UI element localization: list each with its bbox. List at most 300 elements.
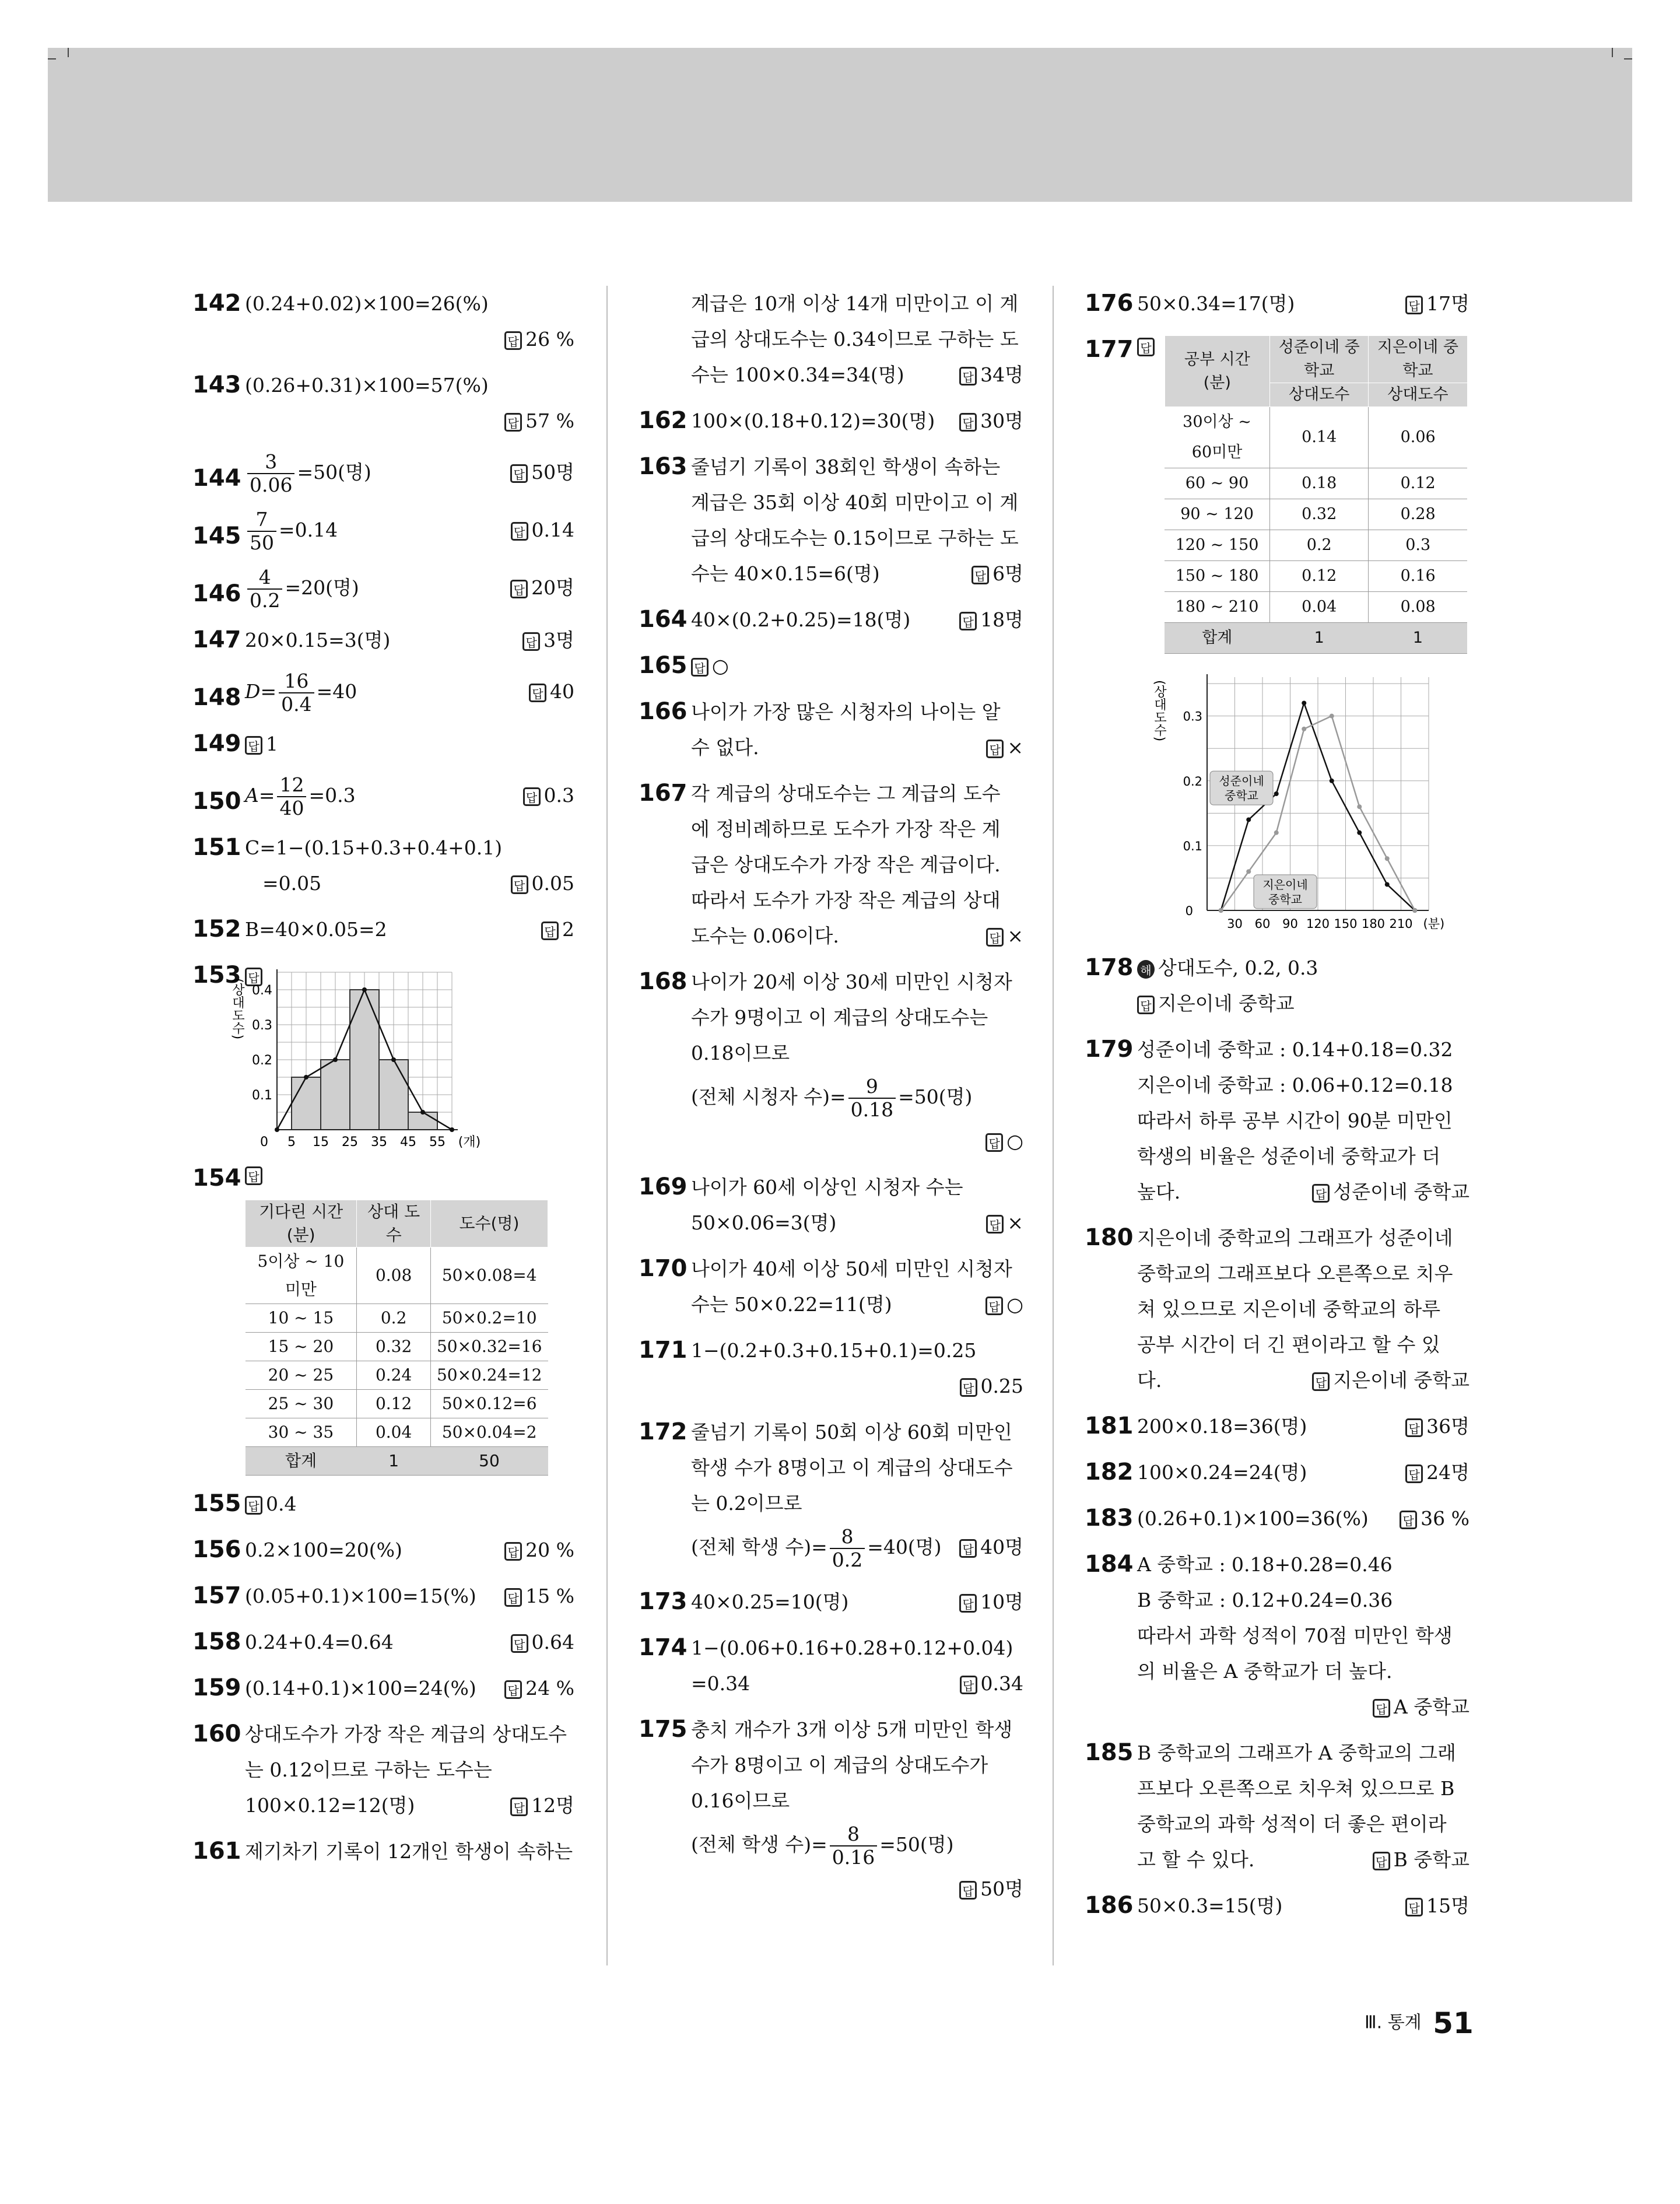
table-row	[1165, 407, 1467, 468]
column-1	[192, 286, 574, 1880]
problem-149	[192, 726, 574, 762]
answer-icon: 답	[529, 684, 546, 702]
answer: ×	[1007, 924, 1023, 947]
problem-number: 178	[1085, 954, 1134, 981]
y-tick-label: 0.3	[1183, 709, 1202, 724]
answer: 15 %	[525, 1585, 574, 1607]
table-total-row	[1165, 623, 1467, 654]
answer: 40	[550, 680, 574, 703]
solution-text: 40×0.25=10(명)	[691, 1590, 849, 1613]
solution-text: 0.18이므로	[691, 1042, 790, 1064]
problem-number: 148	[192, 684, 241, 711]
solution-text: 성준이네 중학교 : 0.14+0.18=0.32	[1137, 1038, 1453, 1061]
fraction	[830, 1823, 877, 1869]
answer-icon: 답	[523, 787, 541, 806]
x-tick-label: 60	[1254, 917, 1271, 931]
numerator: 4	[247, 566, 282, 590]
polygon-point	[333, 1057, 338, 1062]
solution-text: 프보다 오른쪽으로 치우쳐 있으므로 B	[1137, 1777, 1455, 1800]
problem-161	[192, 1834, 574, 1869]
problem-number: 144	[192, 465, 241, 492]
numerator: 8	[830, 1823, 877, 1846]
answer: 0.25	[980, 1375, 1023, 1397]
problem-number: 163	[639, 453, 688, 480]
answer-icon: 답	[1405, 1898, 1423, 1916]
problem-144	[192, 449, 574, 496]
solution-text: =40	[316, 680, 357, 703]
series-point-2	[1274, 831, 1279, 835]
series-point-1	[1274, 791, 1279, 796]
numerator: 8	[830, 1526, 865, 1549]
answer: 0.34	[980, 1672, 1023, 1695]
problem-165	[639, 648, 1023, 684]
problem-number: 155	[192, 1490, 241, 1517]
solution-text: =40(명)	[867, 1536, 942, 1558]
answer-icon: 답	[245, 736, 262, 755]
solution-text: 지은이네 중학교 : 0.06+0.12=0.18	[1137, 1074, 1453, 1096]
answer-icon: 답	[511, 522, 528, 541]
answer-icon: 답	[971, 566, 989, 584]
table-cell: 1	[357, 1447, 431, 1476]
solution-text: 중학교의 과학 성적이 더 좋은 편이라	[1137, 1813, 1447, 1835]
problem-176	[1085, 286, 1469, 321]
problem-number: 185	[1085, 1739, 1134, 1766]
problem-158	[192, 1624, 574, 1660]
solution-text: (전체 학생 수)=	[691, 1536, 827, 1558]
problem-164	[639, 602, 1023, 637]
table-total-row	[245, 1447, 548, 1476]
answer-icon: 답	[1137, 338, 1155, 356]
solution-text: 따라서 과학 성적이 70점 미만인 학생	[1137, 1624, 1453, 1647]
problem-154	[192, 1161, 574, 1476]
problem-number: 145	[192, 523, 241, 549]
fraction	[277, 774, 306, 819]
problem-171	[639, 1333, 1023, 1404]
problem-155	[192, 1486, 574, 1522]
x-tick-label: 5	[287, 1135, 296, 1150]
solution-text: =0.14	[279, 518, 338, 541]
answer-icon: 답	[959, 612, 977, 630]
numerator: 7	[247, 509, 276, 532]
x-tick-label: 150	[1334, 917, 1358, 931]
problem-number: 172	[639, 1418, 688, 1445]
x-tick-label: 15	[313, 1135, 329, 1150]
solution-text: A 중학교 : 0.18+0.28=0.46	[1137, 1553, 1393, 1576]
answer-icon: 답	[510, 1797, 528, 1816]
table-cell: 0.2	[1270, 530, 1369, 561]
answer-icon: 답	[1373, 1699, 1390, 1718]
answer: A 중학교	[1394, 1695, 1469, 1718]
table-cell: 0.08	[357, 1248, 431, 1304]
table-row	[1165, 499, 1467, 530]
table-cell: 15 ~ 20	[245, 1333, 357, 1361]
solution-text: =50(명)	[297, 461, 371, 483]
problem-150	[192, 772, 574, 819]
answer-icon: 답	[691, 658, 709, 677]
series-point-1	[1357, 831, 1362, 835]
problem-number: 168	[639, 968, 688, 995]
table-row	[245, 1418, 548, 1447]
problem-number: 176	[1085, 290, 1134, 317]
problem-number: 162	[639, 407, 688, 434]
answer: 1	[266, 733, 278, 755]
problem-174	[639, 1630, 1023, 1701]
solution-text: 공부 시간이 더 긴 편이라고 할 수 있	[1137, 1333, 1440, 1356]
problem-number: 153	[192, 962, 241, 989]
solution-text: 수는 100×0.34=34(명)	[691, 363, 904, 386]
solution-text: 는 0.2이므로	[691, 1492, 802, 1515]
solution-text: B 중학교 : 0.12+0.24=0.36	[1137, 1589, 1393, 1611]
problem-159	[192, 1670, 574, 1706]
problem-number: 159	[192, 1674, 241, 1701]
table-header: 성준이네 중학교	[1270, 336, 1369, 383]
problem-156	[192, 1532, 574, 1568]
denominator: 0.18	[850, 1098, 894, 1121]
denominator: 0.16	[832, 1846, 875, 1869]
answer-icon: 답	[541, 921, 559, 940]
solution-text: 40×(0.2+0.25)=18(명)	[691, 608, 911, 631]
table-cell: 30 ~ 35	[245, 1418, 357, 1447]
answer: ×	[1007, 1211, 1023, 1234]
table-cell: 0.12	[1369, 468, 1467, 499]
answer-icon: 답	[1137, 996, 1155, 1014]
table-row	[245, 1304, 548, 1333]
table-row	[1165, 530, 1467, 561]
solution-text: 학생의 비율은 성준이네 중학교가 더	[1137, 1145, 1441, 1168]
x-tick-label: 45	[400, 1135, 416, 1150]
answer: 36명	[1426, 1415, 1469, 1438]
problem-number: 160	[192, 1721, 241, 1747]
problem-number: 154	[192, 1165, 241, 1192]
column-2	[639, 286, 1023, 1917]
problem-number: 143	[192, 372, 241, 398]
solution-text: 학생 수가 8명이고 이 계급의 상대도수	[691, 1456, 1013, 1479]
answer-icon: 답	[1312, 1184, 1330, 1203]
problem-167	[639, 776, 1023, 954]
solution-text: (전체 시청자 수)=	[691, 1085, 846, 1108]
polygon-point	[362, 987, 367, 992]
answer-icon: 답	[985, 1297, 1003, 1315]
answer-icon: 답	[986, 1215, 1004, 1234]
solution-text: B=40×0.05=2	[245, 918, 387, 941]
crop-mark	[1624, 58, 1632, 59]
denominator: 0.06	[250, 474, 293, 496]
y-tick-label: 0	[1185, 904, 1193, 918]
answer: 57 %	[525, 409, 574, 432]
table-cell: 0.06	[1369, 407, 1467, 468]
problem-186	[1085, 1888, 1469, 1923]
problem-number: 182	[1085, 1459, 1134, 1485]
y-tick-label: 0.2	[1183, 774, 1202, 789]
y-axis-label: (상대도수)	[230, 978, 245, 1040]
answer-icon: 답	[1405, 1464, 1423, 1483]
table-header: 기다린 시간(분)	[245, 1200, 357, 1248]
solution-text: 제기차기 기록이 12개인 학생이 속하는	[245, 1840, 573, 1863]
problem-170	[639, 1251, 1023, 1322]
problem-177	[1085, 332, 1469, 940]
histogram-bar	[379, 1060, 408, 1130]
answer: 50명	[531, 461, 574, 483]
solution-text: (전체 학생 수)=	[691, 1833, 827, 1856]
problem-number: 150	[192, 788, 241, 815]
table-row	[245, 1248, 548, 1304]
fraction	[279, 670, 314, 716]
problem-number: 177	[1085, 336, 1134, 363]
solution-text: 따라서 도수가 가장 작은 계급의 상대	[691, 889, 1001, 912]
table-header: 지은이네 중학교	[1369, 336, 1467, 383]
solution-text: 50×0.34=17(명)	[1137, 292, 1295, 315]
problem-number: 169	[639, 1173, 688, 1200]
table-row	[245, 1333, 548, 1361]
answer: 20명	[531, 576, 574, 599]
histogram-bar	[350, 990, 379, 1130]
table-cell: 90 ~ 120	[1165, 499, 1270, 530]
solution-text: =20(명)	[285, 576, 359, 599]
legend-series-2-text: 중학교	[1268, 892, 1302, 906]
solution-text: 의 비율은 A 중학교가 더 높다.	[1137, 1660, 1393, 1683]
solution-text: 50×0.3=15(명)	[1137, 1894, 1283, 1917]
table-cell: 0.04	[357, 1418, 431, 1447]
answer-icon: 답	[986, 740, 1004, 758]
answer-icon: 답	[504, 1588, 522, 1607]
solution-icon: 해	[1137, 960, 1155, 979]
table-header: 상대도수	[1369, 383, 1467, 407]
table-cell: 0.12	[357, 1390, 431, 1418]
answer: 0.14	[531, 518, 574, 541]
answer: 26 %	[525, 328, 574, 351]
answer: ○	[1006, 1293, 1023, 1316]
problem-number: 180	[1085, 1224, 1134, 1251]
problem-number: 151	[192, 834, 241, 861]
histogram-bar	[408, 1112, 437, 1130]
answer-icon: 답	[1405, 1418, 1423, 1437]
table-cell: 50×0.2=10	[430, 1304, 548, 1333]
answer: 0.05	[531, 872, 574, 895]
answer: ×	[1007, 736, 1023, 759]
series-point-2	[1246, 869, 1251, 874]
fraction	[247, 451, 294, 496]
series-point-2	[1357, 804, 1362, 809]
solution-text: 다.	[1137, 1369, 1162, 1392]
solution-text: 100×0.24=24(명)	[1137, 1461, 1307, 1484]
histogram-bar	[292, 1077, 321, 1130]
polygon-point	[275, 1127, 279, 1132]
solution-text: 1−(0.06+0.16+0.28+0.12+0.04)	[691, 1637, 1013, 1659]
answer: 2	[562, 918, 574, 941]
table-cell: 50×0.04=2	[430, 1418, 548, 1447]
column-3	[1085, 286, 1469, 1934]
solution-text: 200×0.18=36(명)	[1137, 1415, 1307, 1438]
answer: ○	[712, 654, 729, 677]
solution-text: 각 계급의 상대도수는 그 계급의 도수	[691, 782, 1001, 805]
table-cell: 0.32	[357, 1333, 431, 1361]
solution-text: 계급은 10개 이상 14개 미만이고 이 계	[691, 292, 1019, 315]
solution-text: 나이가 20세 이상 30세 미만인 시청자	[691, 970, 1012, 993]
answer: 6명	[992, 562, 1023, 585]
problem-179	[1085, 1032, 1469, 1210]
solution-text: 0.24+0.4=0.64	[245, 1631, 394, 1653]
problem-146	[192, 565, 574, 612]
answer-icon: 답	[522, 632, 540, 651]
numerator: 12	[277, 774, 306, 797]
answer-icon: 답	[985, 1133, 1003, 1152]
problem-175	[639, 1712, 1023, 1907]
problem-number: 184	[1085, 1551, 1134, 1578]
legend-series-1-text: 중학교	[1225, 789, 1258, 803]
problem-152	[192, 912, 574, 947]
table-cell: 50	[430, 1447, 548, 1476]
table-header: 상대도수	[1270, 383, 1369, 407]
solution-text: 충치 개수가 3개 이상 5개 미만인 학생	[691, 1718, 1013, 1741]
problem-number: 183	[1085, 1505, 1134, 1532]
problem-180	[1085, 1220, 1469, 1398]
answer-icon: 답	[1373, 1852, 1390, 1870]
numerator: 9	[848, 1075, 896, 1099]
solution-text: (0.05+0.1)×100=15(%)	[245, 1585, 476, 1607]
answer-icon: 답	[960, 1378, 977, 1397]
table-cell: 1	[1270, 623, 1369, 654]
answer-icon: 답	[1312, 1372, 1330, 1391]
answer: 40명	[980, 1536, 1023, 1558]
answer-icon: 답	[504, 1542, 522, 1561]
answer: 성준이네 중학교	[1333, 1180, 1469, 1203]
problem-number: 179	[1085, 1036, 1134, 1063]
table-cell: 50×0.08=4	[430, 1248, 548, 1304]
x-tick-label: 0	[260, 1135, 268, 1150]
solution-text: 0.2×100=20(%)	[245, 1539, 402, 1561]
x-tick-label: 90	[1282, 917, 1298, 931]
table-cell: 60 ~ 90	[1165, 468, 1270, 499]
answer: 0.64	[531, 1631, 574, 1653]
problem-number: 174	[639, 1634, 688, 1661]
table-cell: 0.32	[1270, 499, 1369, 530]
solution-text: 계급은 35회 이상 40회 미만이고 이 계	[691, 491, 1019, 514]
solution-text: 줄넘기 기록이 38회인 학생이 속하는	[691, 455, 1001, 478]
solution-text: =0.3	[308, 784, 356, 807]
answer-icon: 답	[959, 1539, 977, 1558]
solution-text: 나이가 60세 이상인 시청자 수는	[691, 1176, 963, 1199]
answer: 지은이네 중학교	[1158, 992, 1295, 1015]
table-cell: 50×0.12=6	[430, 1390, 548, 1418]
x-tick-label: 35	[371, 1135, 387, 1150]
answer-icon: 답	[504, 413, 522, 432]
solution-text: 20×0.15=3(명)	[245, 629, 391, 651]
answer-icon: 답	[511, 1634, 528, 1653]
solution-text: 50×0.06=3(명)	[691, 1211, 837, 1234]
x-axis-label: (분)	[1423, 917, 1445, 931]
x-tick-label: 30	[1227, 917, 1243, 931]
answer-icon: 답	[959, 1594, 977, 1613]
problem-number: 158	[192, 1628, 241, 1655]
problem-184	[1085, 1547, 1469, 1725]
problem-157	[192, 1578, 574, 1614]
table-cell: 0.08	[1369, 592, 1467, 623]
table-cell: 50×0.32=16	[430, 1333, 548, 1361]
frequency-table	[245, 1200, 548, 1476]
problem-185	[1085, 1735, 1469, 1877]
solution-text: C=1−(0.15+0.3+0.4+0.1)	[245, 836, 503, 859]
problem-number: 181	[1085, 1413, 1134, 1439]
table-cell: 25 ~ 30	[245, 1390, 357, 1418]
column-divider	[1053, 286, 1054, 1965]
table-cell: 20 ~ 25	[245, 1361, 357, 1390]
x-tick-label: 210	[1389, 917, 1413, 931]
problem-168	[639, 964, 1023, 1159]
solution-text: 나이가 40세 이상 50세 미만인 시청자	[691, 1257, 1012, 1280]
answer-icon: 답	[986, 928, 1004, 947]
solution-text: 수는 40×0.15=6(명)	[691, 562, 880, 585]
series-point-2	[1302, 727, 1306, 731]
table-cell: 0.24	[357, 1361, 431, 1390]
solution-text: D=	[245, 680, 277, 703]
table-cell: 0.12	[1270, 561, 1369, 592]
table-header: 상대 도수	[357, 1200, 431, 1248]
solution-text: 상대도수가 가장 작은 계급의 상대도수	[245, 1723, 567, 1746]
relative-frequency-table	[1165, 335, 1468, 654]
problem-142	[192, 286, 574, 357]
table-cell: 30이상 ~ 60미만	[1165, 407, 1270, 468]
answer: 지은이네 중학교	[1333, 1369, 1469, 1392]
table-cell: 합계	[1165, 623, 1270, 654]
fraction	[848, 1075, 896, 1121]
problem-number: 164	[639, 606, 688, 633]
answer: 34명	[980, 363, 1023, 386]
problem-143	[192, 367, 574, 439]
x-tick-label: 25	[342, 1135, 358, 1150]
solution-text: 급의 상대도수는 0.34이므로 구하는 도	[691, 328, 1019, 351]
problem-182	[1085, 1455, 1469, 1490]
table-row	[1165, 592, 1467, 623]
solution-text: 높다.	[1137, 1180, 1181, 1203]
problem-163	[639, 449, 1023, 591]
polygon-point	[391, 1057, 396, 1062]
problem-161-continued	[639, 286, 1023, 393]
problem-160	[192, 1716, 574, 1823]
denominator: 50	[250, 531, 274, 554]
table-row	[245, 1361, 548, 1390]
answer: 3명	[543, 629, 574, 651]
y-tick-label: 0.1	[1183, 839, 1202, 853]
problem-number: 152	[192, 916, 241, 942]
solution-text: 도수는 0.06이다.	[691, 924, 839, 947]
numerator: 3	[247, 451, 294, 474]
solution-text: (0.26+0.31)×100=57(%)	[245, 374, 489, 397]
answer-icon: 답	[510, 464, 528, 483]
problem-number: 149	[192, 730, 241, 757]
table-row	[1165, 561, 1467, 592]
answer: 10명	[980, 1590, 1023, 1613]
numerator: 16	[279, 670, 314, 693]
answer: 20 %	[525, 1539, 574, 1561]
problem-number: 165	[639, 652, 688, 679]
answer-icon: 답	[245, 968, 262, 986]
x-tick-label: 180	[1361, 917, 1386, 931]
series-point-1	[1330, 779, 1334, 783]
histogram-bar	[321, 1060, 350, 1130]
answer-icon: 답	[511, 875, 528, 894]
problem-166	[639, 694, 1023, 765]
problem-181	[1085, 1408, 1469, 1444]
solution-text: 고 할 수 있다.	[1137, 1848, 1255, 1871]
denominator: 0.4	[281, 693, 312, 716]
solution-text: (0.26+0.1)×100=36(%)	[1137, 1507, 1369, 1530]
solution-text: (0.24+0.02)×100=26(%)	[245, 292, 489, 315]
answer-icon: 답	[504, 331, 522, 350]
problem-number: 173	[639, 1588, 688, 1615]
answer-icon: 답	[1405, 296, 1423, 314]
legend-series-2-text: 지은이네	[1262, 877, 1308, 892]
problem-173	[639, 1584, 1023, 1620]
